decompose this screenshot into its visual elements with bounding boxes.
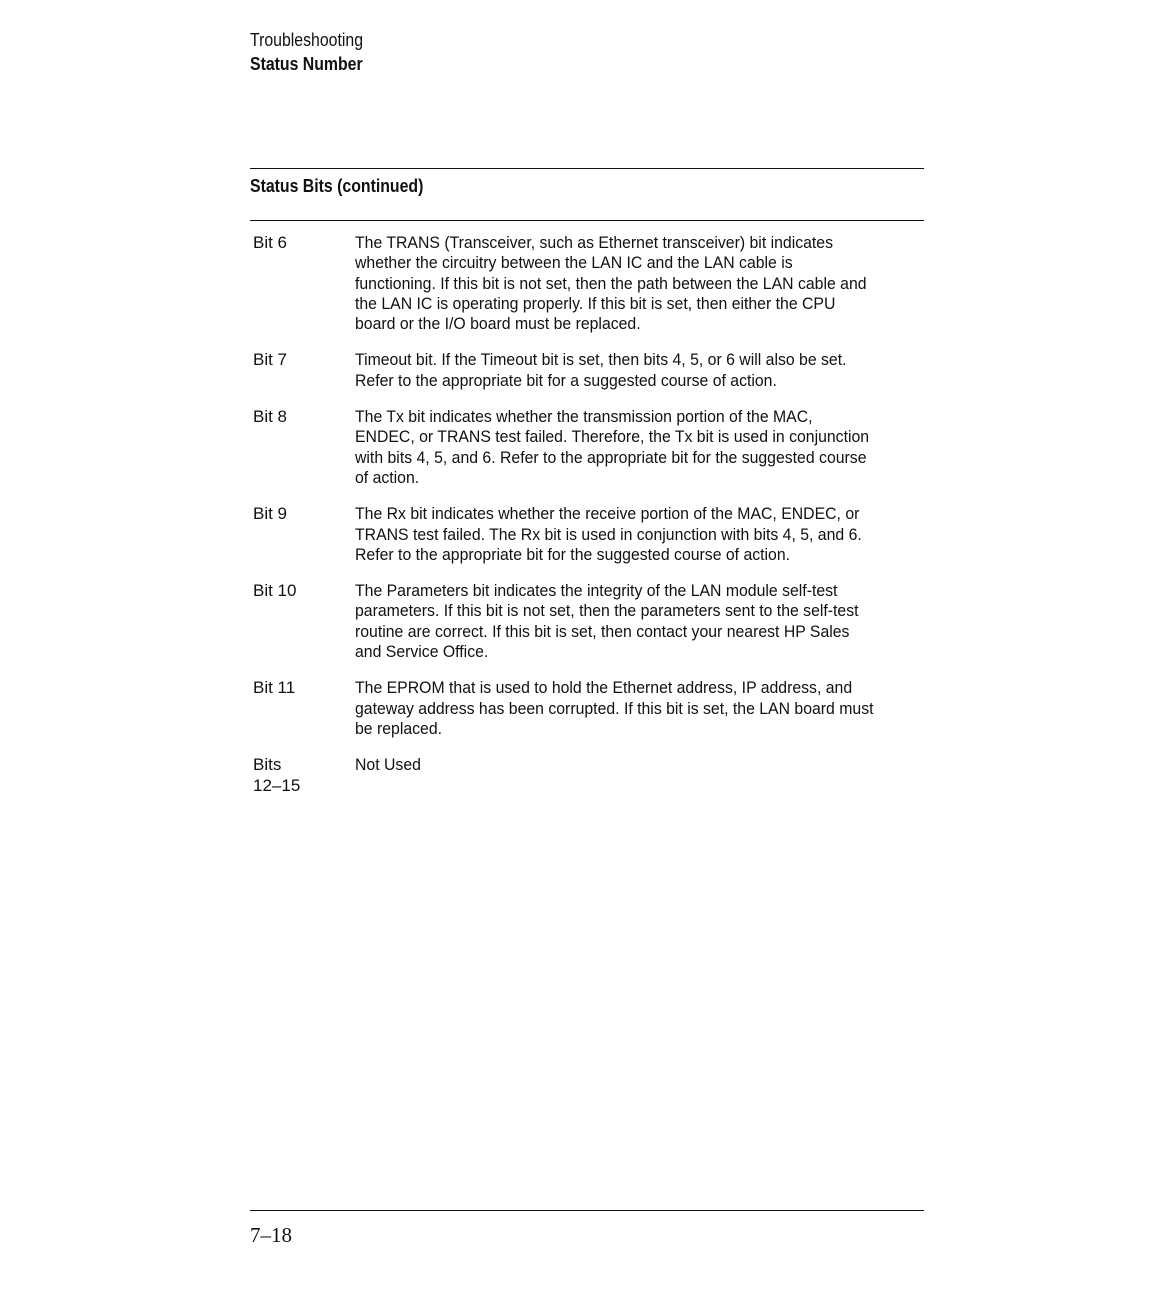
bit-description: The Rx bit indicates whether the receive portion of the MAC, ENDEC, or TRANS test failed. The Rx bit is used in conjunction with bits 4, 5, and 6. Refer to the appropriate bit for the suggested course of action.: [355, 504, 862, 564]
table-row-bit-10: [253, 581, 913, 662]
table-top-rule: [250, 168, 924, 169]
subsection-title: Status Number: [250, 54, 363, 74]
table-row-bit-7: [253, 350, 913, 391]
section-title: Troubleshooting: [250, 30, 364, 50]
table-row-bit-8: [253, 407, 913, 488]
table-row-bit-6: [253, 233, 913, 334]
bit-label: Bit 11: [253, 678, 296, 698]
bit-description: The TRANS (Transceiver, such as Ethernet transceiver) bit indicates whether the circuitry between the LAN IC and the LAN cable is functioning. If this bit is not set, then the path between the LAN cable and the LAN IC is operating properly. If this bit is set, then either the CPU board or the I/O board must be replaced.: [355, 233, 867, 334]
page-header: [250, 28, 378, 76]
bit-description: Timeout bit. If the Timeout bit is set, then bits 4, 5, or 6 will also be set. Refer to the appropriate bit for a suggested course of action.: [355, 350, 847, 390]
bit-label: Bits 12–15: [253, 755, 301, 795]
bit-label: Bit 9: [253, 504, 288, 524]
bit-description: The Parameters bit indicates the integrity of the LAN module self-test parameters. If this bit is not set, then the parameters sent to the self-test routine are correct. If this bit is set, then contact your nearest HP Sales and Service Office.: [355, 581, 859, 662]
status-bits-table: [253, 233, 913, 812]
table-header-rule: [250, 220, 924, 221]
footer-rule: [250, 1210, 924, 1211]
bit-label: Bit 8: [253, 407, 288, 427]
bit-label: Bit 6: [253, 233, 288, 252]
table-row-bit-11: [253, 678, 913, 739]
page-number: 7–18: [250, 1223, 292, 1247]
bit-description: The EPROM that is used to hold the Ethernet address, IP address, and gateway address has been corrupted. If this bit is set, the LAN board must be replaced.: [355, 678, 874, 738]
bit-description: Not Used: [355, 755, 421, 775]
table-row-bit-9: [253, 504, 913, 565]
table-title: Status Bits (continued): [250, 176, 424, 196]
bit-description: The Tx bit indicates whether the transmission portion of the MAC, ENDEC, or TRANS test failed. Therefore, the Tx bit is used in conjunction with bits 4, 5, and 6. Refer to the appropriate bit for the suggested course of action.: [355, 407, 870, 487]
bit-label: Bit 10: [253, 581, 297, 601]
bit-label: Bit 7: [253, 350, 288, 370]
table-row-bits-12-15: [253, 755, 913, 796]
